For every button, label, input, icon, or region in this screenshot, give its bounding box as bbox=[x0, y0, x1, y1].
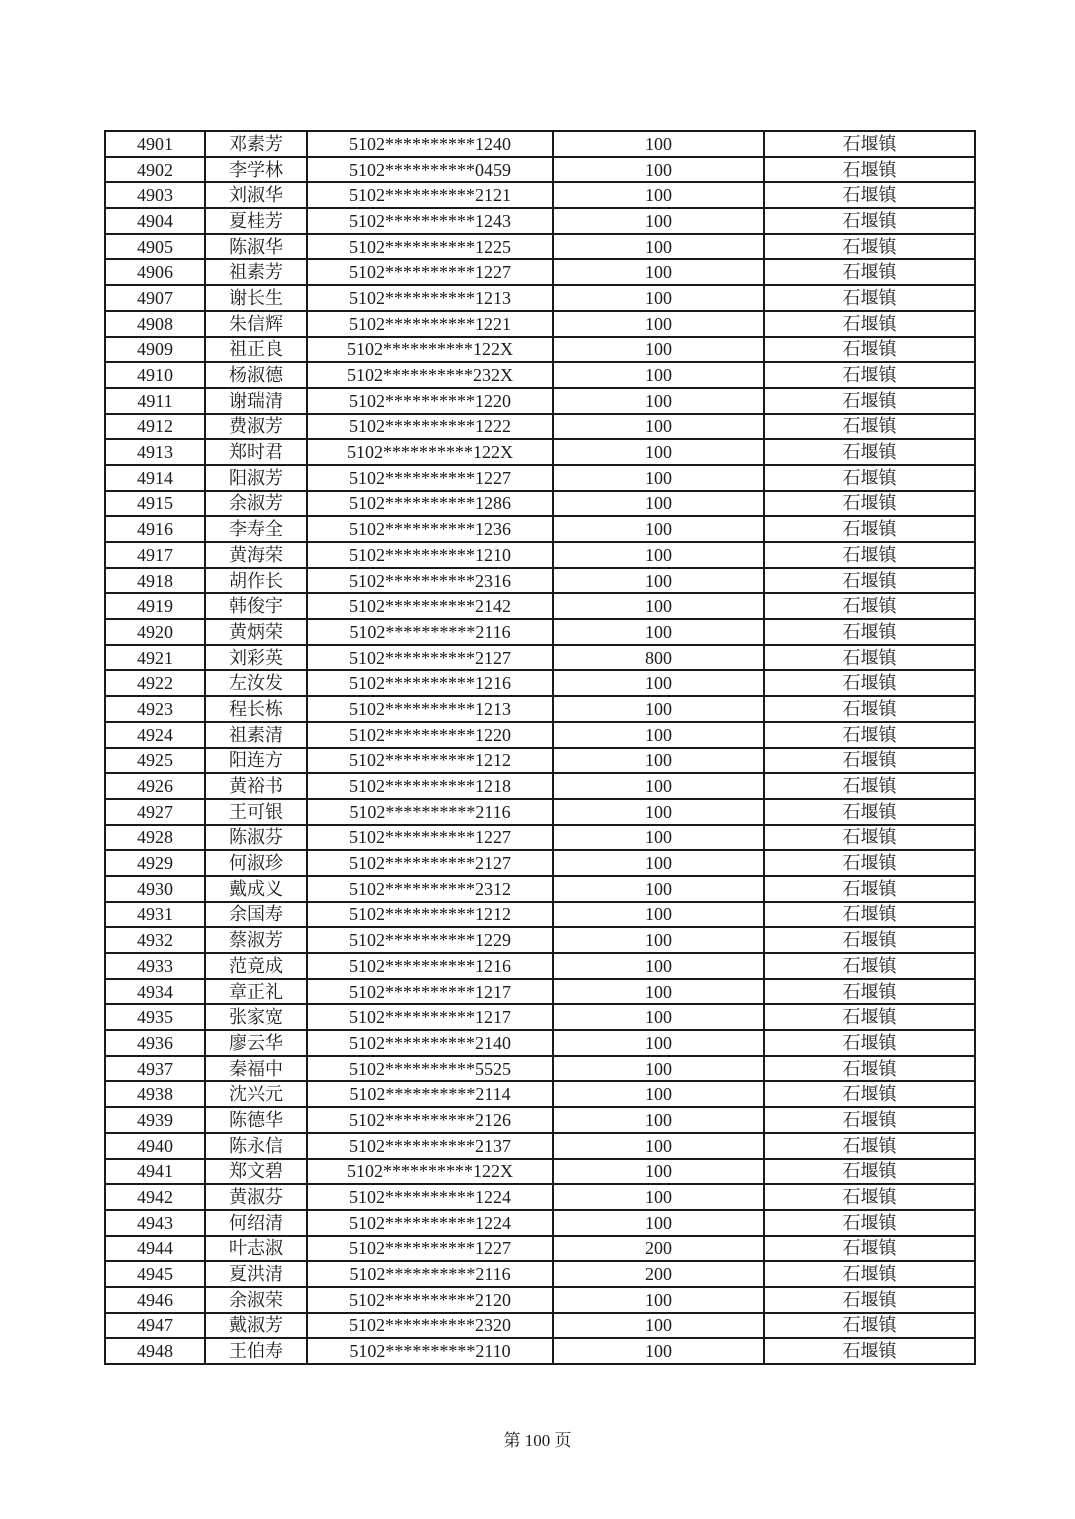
cell-serial: 4915 bbox=[105, 491, 205, 517]
cell-amount: 100 bbox=[553, 388, 764, 414]
cell-serial: 4942 bbox=[105, 1184, 205, 1210]
table-row bbox=[105, 1004, 975, 1030]
cell-town: 石堰镇 bbox=[764, 388, 975, 414]
cell-serial: 4904 bbox=[105, 208, 205, 234]
cell-amount: 100 bbox=[553, 259, 764, 285]
cell-serial: 4931 bbox=[105, 902, 205, 928]
cell-id: 5102**********122X bbox=[307, 439, 553, 465]
table-row bbox=[105, 1159, 975, 1185]
cell-amount: 200 bbox=[553, 1236, 764, 1262]
cell-town: 石堰镇 bbox=[764, 1004, 975, 1030]
cell-town: 石堰镇 bbox=[764, 645, 975, 671]
cell-serial: 4928 bbox=[105, 825, 205, 851]
page-number-footer: 第 100 页 bbox=[503, 1431, 572, 1450]
cell-amount: 100 bbox=[553, 234, 764, 260]
cell-town: 石堰镇 bbox=[764, 825, 975, 851]
recipient-table bbox=[104, 130, 976, 1365]
cell-id: 5102**********1224 bbox=[307, 1210, 553, 1236]
cell-id: 5102**********2120 bbox=[307, 1287, 553, 1313]
cell-name: 费淑芳 bbox=[205, 414, 307, 440]
cell-name: 廖云华 bbox=[205, 1030, 307, 1056]
cell-serial: 4923 bbox=[105, 696, 205, 722]
cell-id: 5102**********1212 bbox=[307, 748, 553, 774]
table-row bbox=[105, 1236, 975, 1262]
cell-amount: 100 bbox=[553, 491, 764, 517]
cell-town: 石堰镇 bbox=[764, 799, 975, 825]
cell-serial: 4941 bbox=[105, 1159, 205, 1185]
table-row bbox=[105, 1313, 975, 1339]
cell-serial: 4910 bbox=[105, 362, 205, 388]
cell-name: 秦福中 bbox=[205, 1056, 307, 1082]
table-row bbox=[105, 696, 975, 722]
cell-id: 5102**********1236 bbox=[307, 516, 553, 542]
cell-name: 阳淑芳 bbox=[205, 465, 307, 491]
cell-town: 石堰镇 bbox=[764, 182, 975, 208]
cell-name: 王伯寿 bbox=[205, 1338, 307, 1364]
table-row bbox=[105, 799, 975, 825]
cell-amount: 100 bbox=[553, 619, 764, 645]
cell-amount: 100 bbox=[553, 927, 764, 953]
cell-amount: 100 bbox=[553, 1184, 764, 1210]
cell-town: 石堰镇 bbox=[764, 1159, 975, 1185]
cell-name: 郑文碧 bbox=[205, 1159, 307, 1185]
cell-amount: 100 bbox=[553, 465, 764, 491]
cell-amount: 100 bbox=[553, 414, 764, 440]
cell-id: 5102**********1220 bbox=[307, 722, 553, 748]
cell-id: 5102**********1221 bbox=[307, 311, 553, 337]
cell-name: 祖正良 bbox=[205, 337, 307, 363]
cell-name: 何淑珍 bbox=[205, 850, 307, 876]
table-row bbox=[105, 1261, 975, 1287]
cell-serial: 4945 bbox=[105, 1261, 205, 1287]
cell-serial: 4933 bbox=[105, 953, 205, 979]
cell-amount: 100 bbox=[553, 799, 764, 825]
cell-town: 石堰镇 bbox=[764, 1236, 975, 1262]
cell-id: 5102**********1227 bbox=[307, 259, 553, 285]
cell-amount: 100 bbox=[553, 311, 764, 337]
cell-serial: 4901 bbox=[105, 131, 205, 157]
cell-serial: 4909 bbox=[105, 337, 205, 363]
cell-id: 5102**********1216 bbox=[307, 670, 553, 696]
cell-amount: 100 bbox=[553, 1056, 764, 1082]
table-row bbox=[105, 825, 975, 851]
cell-amount: 100 bbox=[553, 439, 764, 465]
cell-serial: 4906 bbox=[105, 259, 205, 285]
cell-serial: 4939 bbox=[105, 1107, 205, 1133]
cell-name: 黄海荣 bbox=[205, 542, 307, 568]
cell-amount: 100 bbox=[553, 773, 764, 799]
cell-town: 石堰镇 bbox=[764, 953, 975, 979]
cell-name: 张家宽 bbox=[205, 1004, 307, 1030]
cell-serial: 4917 bbox=[105, 542, 205, 568]
cell-name: 戴成义 bbox=[205, 876, 307, 902]
cell-name: 余淑芳 bbox=[205, 491, 307, 517]
cell-town: 石堰镇 bbox=[764, 362, 975, 388]
table-row bbox=[105, 645, 975, 671]
cell-town: 石堰镇 bbox=[764, 465, 975, 491]
cell-town: 石堰镇 bbox=[764, 1287, 975, 1313]
cell-town: 石堰镇 bbox=[764, 491, 975, 517]
cell-id: 5102**********2316 bbox=[307, 568, 553, 594]
cell-town: 石堰镇 bbox=[764, 516, 975, 542]
cell-name: 黄裕书 bbox=[205, 773, 307, 799]
cell-town: 石堰镇 bbox=[764, 259, 975, 285]
table-row bbox=[105, 619, 975, 645]
cell-serial: 4937 bbox=[105, 1056, 205, 1082]
cell-id: 5102**********1218 bbox=[307, 773, 553, 799]
cell-town: 石堰镇 bbox=[764, 337, 975, 363]
cell-serial: 4940 bbox=[105, 1133, 205, 1159]
cell-id: 5102**********2142 bbox=[307, 593, 553, 619]
table-row bbox=[105, 1184, 975, 1210]
cell-town: 石堰镇 bbox=[764, 902, 975, 928]
cell-id: 5102**********5525 bbox=[307, 1056, 553, 1082]
cell-name: 陈淑芬 bbox=[205, 825, 307, 851]
table-body bbox=[105, 131, 975, 1364]
table-row bbox=[105, 1107, 975, 1133]
cell-serial: 4912 bbox=[105, 414, 205, 440]
cell-town: 石堰镇 bbox=[764, 1056, 975, 1082]
cell-id: 5102**********1227 bbox=[307, 1236, 553, 1262]
cell-town: 石堰镇 bbox=[764, 748, 975, 774]
cell-town: 石堰镇 bbox=[764, 439, 975, 465]
cell-serial: 4921 bbox=[105, 645, 205, 671]
cell-id: 5102**********1210 bbox=[307, 542, 553, 568]
cell-serial: 4918 bbox=[105, 568, 205, 594]
cell-amount: 100 bbox=[553, 1338, 764, 1364]
cell-name: 叶志淑 bbox=[205, 1236, 307, 1262]
cell-amount: 100 bbox=[553, 157, 764, 183]
table-row bbox=[105, 491, 975, 517]
cell-amount: 100 bbox=[553, 979, 764, 1005]
cell-town: 石堰镇 bbox=[764, 1261, 975, 1287]
cell-serial: 4943 bbox=[105, 1210, 205, 1236]
cell-name: 郑时君 bbox=[205, 439, 307, 465]
cell-id: 5102**********122X bbox=[307, 1159, 553, 1185]
cell-serial: 4908 bbox=[105, 311, 205, 337]
cell-id: 5102**********2116 bbox=[307, 799, 553, 825]
cell-amount: 100 bbox=[553, 1133, 764, 1159]
table-row bbox=[105, 568, 975, 594]
cell-amount: 100 bbox=[553, 876, 764, 902]
cell-town: 石堰镇 bbox=[764, 696, 975, 722]
cell-id: 5102**********1222 bbox=[307, 414, 553, 440]
table-row bbox=[105, 311, 975, 337]
cell-amount: 100 bbox=[553, 1159, 764, 1185]
cell-id: 5102**********2127 bbox=[307, 850, 553, 876]
table-row bbox=[105, 1133, 975, 1159]
table-row bbox=[105, 131, 975, 157]
cell-amount: 200 bbox=[553, 1261, 764, 1287]
cell-name: 黄炳荣 bbox=[205, 619, 307, 645]
cell-amount: 100 bbox=[553, 362, 764, 388]
cell-name: 沈兴元 bbox=[205, 1081, 307, 1107]
cell-amount: 100 bbox=[553, 1210, 764, 1236]
cell-town: 石堰镇 bbox=[764, 1338, 975, 1364]
cell-town: 石堰镇 bbox=[764, 311, 975, 337]
table-row bbox=[105, 773, 975, 799]
cell-name: 陈永信 bbox=[205, 1133, 307, 1159]
cell-town: 石堰镇 bbox=[764, 568, 975, 594]
cell-serial: 4905 bbox=[105, 234, 205, 260]
cell-serial: 4919 bbox=[105, 593, 205, 619]
cell-id: 5102**********2320 bbox=[307, 1313, 553, 1339]
table-row bbox=[105, 902, 975, 928]
cell-id: 5102**********232X bbox=[307, 362, 553, 388]
cell-town: 石堰镇 bbox=[764, 1133, 975, 1159]
table-row bbox=[105, 1081, 975, 1107]
cell-name: 章正礼 bbox=[205, 979, 307, 1005]
cell-name: 刘淑华 bbox=[205, 182, 307, 208]
cell-amount: 100 bbox=[553, 1081, 764, 1107]
table-row bbox=[105, 1210, 975, 1236]
cell-id: 5102**********1227 bbox=[307, 465, 553, 491]
table-row bbox=[105, 670, 975, 696]
cell-town: 石堰镇 bbox=[764, 1210, 975, 1236]
cell-serial: 4936 bbox=[105, 1030, 205, 1056]
table-row bbox=[105, 1338, 975, 1364]
cell-name: 邓素芳 bbox=[205, 131, 307, 157]
cell-name: 左汝发 bbox=[205, 670, 307, 696]
cell-name: 杨淑德 bbox=[205, 362, 307, 388]
cell-amount: 100 bbox=[553, 182, 764, 208]
cell-name: 王可银 bbox=[205, 799, 307, 825]
cell-name: 李寿全 bbox=[205, 516, 307, 542]
cell-amount: 100 bbox=[553, 208, 764, 234]
cell-serial: 4930 bbox=[105, 876, 205, 902]
cell-id: 5102**********2116 bbox=[307, 1261, 553, 1287]
cell-town: 石堰镇 bbox=[764, 208, 975, 234]
cell-id: 5102**********0459 bbox=[307, 157, 553, 183]
cell-id: 5102**********2121 bbox=[307, 182, 553, 208]
cell-id: 5102**********1243 bbox=[307, 208, 553, 234]
cell-name: 胡作长 bbox=[205, 568, 307, 594]
cell-amount: 100 bbox=[553, 285, 764, 311]
table-row bbox=[105, 414, 975, 440]
cell-town: 石堰镇 bbox=[764, 1313, 975, 1339]
cell-town: 石堰镇 bbox=[764, 1030, 975, 1056]
table-row bbox=[105, 157, 975, 183]
cell-id: 5102**********1212 bbox=[307, 902, 553, 928]
cell-id: 5102**********122X bbox=[307, 337, 553, 363]
cell-serial: 4926 bbox=[105, 773, 205, 799]
cell-id: 5102**********2114 bbox=[307, 1081, 553, 1107]
cell-name: 谢瑞清 bbox=[205, 388, 307, 414]
cell-amount: 100 bbox=[553, 902, 764, 928]
cell-name: 戴淑芳 bbox=[205, 1313, 307, 1339]
cell-town: 石堰镇 bbox=[764, 1081, 975, 1107]
cell-amount: 100 bbox=[553, 1313, 764, 1339]
cell-town: 石堰镇 bbox=[764, 131, 975, 157]
cell-amount: 100 bbox=[553, 593, 764, 619]
cell-serial: 4913 bbox=[105, 439, 205, 465]
cell-serial: 4920 bbox=[105, 619, 205, 645]
cell-town: 石堰镇 bbox=[764, 234, 975, 260]
cell-id: 5102**********1240 bbox=[307, 131, 553, 157]
cell-town: 石堰镇 bbox=[764, 927, 975, 953]
cell-name: 刘彩英 bbox=[205, 645, 307, 671]
cell-serial: 4922 bbox=[105, 670, 205, 696]
cell-name: 蔡淑芳 bbox=[205, 927, 307, 953]
cell-serial: 4948 bbox=[105, 1338, 205, 1364]
cell-amount: 100 bbox=[553, 542, 764, 568]
cell-serial: 4902 bbox=[105, 157, 205, 183]
cell-name: 程长栋 bbox=[205, 696, 307, 722]
cell-amount: 100 bbox=[553, 1030, 764, 1056]
cell-amount: 100 bbox=[553, 825, 764, 851]
cell-name: 陈淑华 bbox=[205, 234, 307, 260]
cell-id: 5102**********2127 bbox=[307, 645, 553, 671]
cell-id: 5102**********1216 bbox=[307, 953, 553, 979]
cell-town: 石堰镇 bbox=[764, 1107, 975, 1133]
table-row bbox=[105, 1030, 975, 1056]
cell-town: 石堰镇 bbox=[764, 670, 975, 696]
cell-amount: 100 bbox=[553, 722, 764, 748]
cell-amount: 100 bbox=[553, 131, 764, 157]
table-row bbox=[105, 1287, 975, 1313]
cell-town: 石堰镇 bbox=[764, 619, 975, 645]
cell-name: 朱信辉 bbox=[205, 311, 307, 337]
table-row bbox=[105, 516, 975, 542]
table-row bbox=[105, 850, 975, 876]
cell-id: 5102**********1227 bbox=[307, 825, 553, 851]
cell-serial: 4924 bbox=[105, 722, 205, 748]
cell-name: 阳连方 bbox=[205, 748, 307, 774]
cell-amount: 100 bbox=[553, 670, 764, 696]
cell-name: 夏桂芳 bbox=[205, 208, 307, 234]
cell-serial: 4903 bbox=[105, 182, 205, 208]
table-row bbox=[105, 593, 975, 619]
cell-amount: 100 bbox=[553, 953, 764, 979]
table-row bbox=[105, 465, 975, 491]
table-row bbox=[105, 285, 975, 311]
cell-serial: 4944 bbox=[105, 1236, 205, 1262]
cell-name: 余国寿 bbox=[205, 902, 307, 928]
cell-id: 5102**********2312 bbox=[307, 876, 553, 902]
cell-serial: 4907 bbox=[105, 285, 205, 311]
table-row bbox=[105, 182, 975, 208]
cell-town: 石堰镇 bbox=[764, 850, 975, 876]
cell-amount: 100 bbox=[553, 696, 764, 722]
cell-id: 5102**********1229 bbox=[307, 927, 553, 953]
table-row bbox=[105, 722, 975, 748]
cell-id: 5102**********2126 bbox=[307, 1107, 553, 1133]
cell-serial: 4925 bbox=[105, 748, 205, 774]
cell-town: 石堰镇 bbox=[764, 876, 975, 902]
cell-town: 石堰镇 bbox=[764, 285, 975, 311]
cell-town: 石堰镇 bbox=[764, 593, 975, 619]
cell-serial: 4935 bbox=[105, 1004, 205, 1030]
cell-name: 谢长生 bbox=[205, 285, 307, 311]
cell-serial: 4916 bbox=[105, 516, 205, 542]
table-row bbox=[105, 337, 975, 363]
cell-name: 夏洪清 bbox=[205, 1261, 307, 1287]
cell-amount: 100 bbox=[553, 516, 764, 542]
cell-name: 余淑荣 bbox=[205, 1287, 307, 1313]
table-row bbox=[105, 876, 975, 902]
table-row bbox=[105, 439, 975, 465]
cell-serial: 4947 bbox=[105, 1313, 205, 1339]
cell-town: 石堰镇 bbox=[764, 979, 975, 1005]
table-row bbox=[105, 388, 975, 414]
cell-serial: 4946 bbox=[105, 1287, 205, 1313]
cell-town: 石堰镇 bbox=[764, 414, 975, 440]
cell-amount: 800 bbox=[553, 645, 764, 671]
cell-id: 5102**********2140 bbox=[307, 1030, 553, 1056]
cell-id: 5102**********1213 bbox=[307, 285, 553, 311]
table-row bbox=[105, 953, 975, 979]
cell-serial: 4938 bbox=[105, 1081, 205, 1107]
cell-amount: 100 bbox=[553, 1287, 764, 1313]
cell-serial: 4914 bbox=[105, 465, 205, 491]
cell-id: 5102**********2116 bbox=[307, 619, 553, 645]
cell-name: 陈德华 bbox=[205, 1107, 307, 1133]
cell-id: 5102**********1217 bbox=[307, 1004, 553, 1030]
cell-id: 5102**********2110 bbox=[307, 1338, 553, 1364]
cell-name: 范竟成 bbox=[205, 953, 307, 979]
table-row bbox=[105, 259, 975, 285]
cell-serial: 4927 bbox=[105, 799, 205, 825]
table-row bbox=[105, 208, 975, 234]
cell-town: 石堰镇 bbox=[764, 722, 975, 748]
cell-town: 石堰镇 bbox=[764, 157, 975, 183]
cell-id: 5102**********1224 bbox=[307, 1184, 553, 1210]
cell-name: 韩俊宇 bbox=[205, 593, 307, 619]
cell-name: 祖素清 bbox=[205, 722, 307, 748]
cell-id: 5102**********1217 bbox=[307, 979, 553, 1005]
cell-id: 5102**********2137 bbox=[307, 1133, 553, 1159]
table-row bbox=[105, 1056, 975, 1082]
table-row bbox=[105, 362, 975, 388]
table-row bbox=[105, 979, 975, 1005]
cell-town: 石堰镇 bbox=[764, 542, 975, 568]
cell-amount: 100 bbox=[553, 1004, 764, 1030]
cell-name: 李学林 bbox=[205, 157, 307, 183]
cell-id: 5102**********1225 bbox=[307, 234, 553, 260]
cell-serial: 4929 bbox=[105, 850, 205, 876]
cell-id: 5102**********1213 bbox=[307, 696, 553, 722]
cell-amount: 100 bbox=[553, 568, 764, 594]
table-row bbox=[105, 234, 975, 260]
cell-amount: 100 bbox=[553, 850, 764, 876]
cell-id: 5102**********1286 bbox=[307, 491, 553, 517]
cell-serial: 4934 bbox=[105, 979, 205, 1005]
cell-amount: 100 bbox=[553, 1107, 764, 1133]
cell-name: 黄淑芬 bbox=[205, 1184, 307, 1210]
table-row bbox=[105, 542, 975, 568]
cell-amount: 100 bbox=[553, 337, 764, 363]
table-row bbox=[105, 927, 975, 953]
table-row bbox=[105, 748, 975, 774]
cell-serial: 4911 bbox=[105, 388, 205, 414]
cell-town: 石堰镇 bbox=[764, 773, 975, 799]
cell-name: 祖素芳 bbox=[205, 259, 307, 285]
cell-id: 5102**********1220 bbox=[307, 388, 553, 414]
cell-serial: 4932 bbox=[105, 927, 205, 953]
cell-town: 石堰镇 bbox=[764, 1184, 975, 1210]
cell-amount: 100 bbox=[553, 748, 764, 774]
cell-name: 何绍清 bbox=[205, 1210, 307, 1236]
